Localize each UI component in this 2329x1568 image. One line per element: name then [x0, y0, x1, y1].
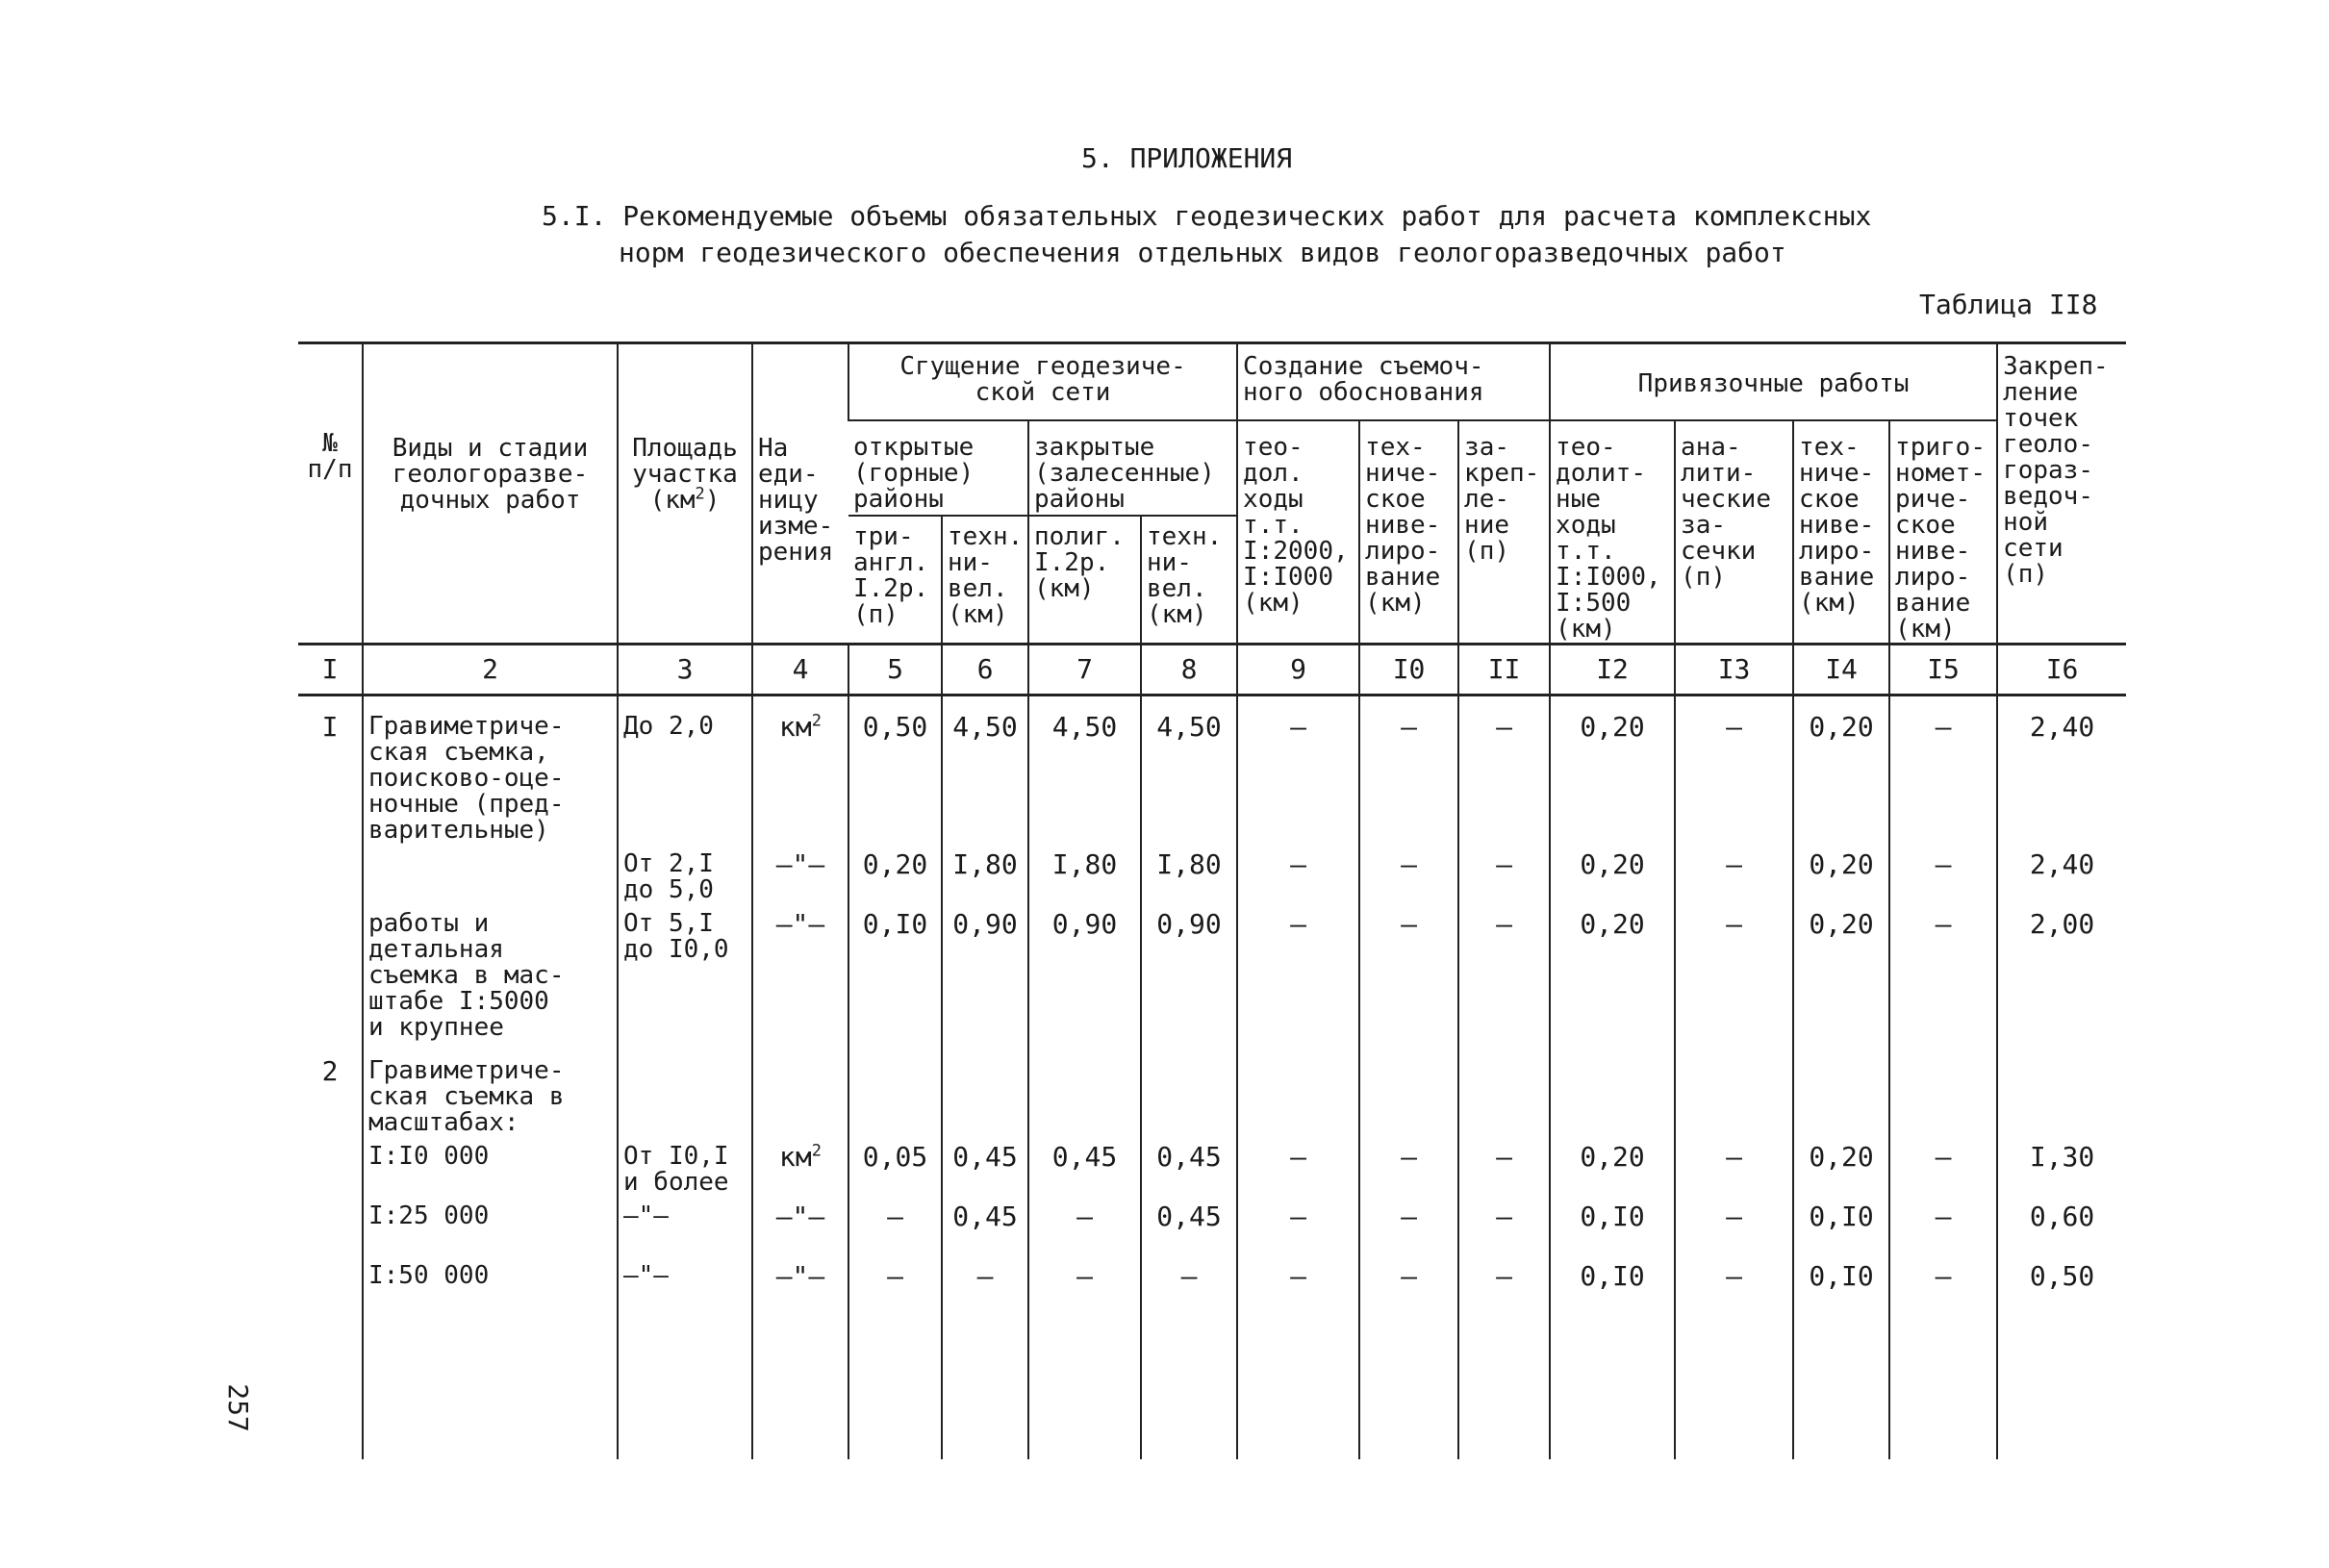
- row-value-col16: 2,40: [1997, 844, 2126, 903]
- unit-text: –"–: [775, 847, 825, 880]
- row-value-col16: 0,50: [1997, 1255, 2126, 1315]
- row-value-col12: 0,20: [1550, 844, 1675, 903]
- row-value-col14: 0,I0: [1793, 1255, 1889, 1315]
- row-area: До 2,0: [618, 695, 752, 844]
- row-area: [618, 1041, 752, 1136]
- unit-text: км: [779, 1140, 812, 1173]
- header-area-tail: ): [704, 486, 721, 515]
- section-title: 5. ПРИЛОЖЕНИЯ: [1081, 142, 1293, 174]
- subtitle-line-2: норм геодезического обеспечения отдельных видов геологоразведочных работ: [619, 237, 1786, 268]
- row-value-col8: I,80: [1141, 844, 1237, 903]
- row-value-col6: 0,45: [942, 1136, 1028, 1196]
- col-number: I4: [1793, 644, 1889, 695]
- unit-text: –"–: [775, 1200, 825, 1232]
- row-description: Гравиметриче- ская съемка в масштабах:: [363, 1041, 618, 1136]
- row-value-col10: –: [1359, 1196, 1458, 1255]
- spacer-cell: [1458, 1315, 1550, 1459]
- row-value-col15: –: [1889, 903, 1997, 1041]
- row-description: [363, 844, 618, 903]
- header-work-types: Виды и стадии геологоразве- дочных работ: [363, 343, 618, 645]
- row-unit: [752, 844, 848, 903]
- row-area: От 5,I до I0,0: [618, 903, 752, 1041]
- header-area: [618, 343, 752, 645]
- row-description: I:I0 000: [363, 1136, 618, 1196]
- row-value-col5: 0,I0: [848, 903, 942, 1041]
- spacer-cell: [848, 1315, 942, 1459]
- row-value-col15: –: [1889, 1255, 1997, 1315]
- row-area: –"–: [618, 1196, 752, 1255]
- row-unit: [752, 1136, 848, 1196]
- row-value-col13: –: [1675, 903, 1793, 1041]
- row-description: работы и детальная съемка в мас- штабе I:5000 и крупнее: [363, 903, 618, 1041]
- row-number: [298, 1196, 363, 1255]
- spacer-cell: [942, 1315, 1028, 1459]
- col-number: 8: [1141, 644, 1237, 695]
- row-value-col11: –: [1458, 903, 1550, 1041]
- row-value-col13: –: [1675, 695, 1793, 844]
- row-value-col6: I,80: [942, 844, 1028, 903]
- row-value-col5: [848, 1041, 942, 1136]
- row-value-col15: –: [1889, 1196, 1997, 1255]
- row-value-col13: –: [1675, 1196, 1793, 1255]
- row-value-col11: –: [1458, 1136, 1550, 1196]
- row-unit: [752, 1255, 848, 1315]
- header-col16: Закреп- ление точек геоло- гораз- ведоч- ной сети (п): [1997, 343, 2126, 645]
- row-number: [298, 1136, 363, 1196]
- row-value-col8: 4,50: [1141, 695, 1237, 844]
- row-value-col5: 0,20: [848, 844, 942, 903]
- header-col13: ана- лити- ческие за- сечки (п): [1675, 420, 1793, 645]
- row-value-col13: [1675, 1041, 1793, 1136]
- row-value-col16: 2,40: [1997, 695, 2126, 844]
- row-value-col8: 0,45: [1141, 1196, 1237, 1255]
- header-area-sup: 2: [695, 484, 705, 504]
- row-value-col11: –: [1458, 844, 1550, 903]
- unit-superscript: 2: [811, 1141, 822, 1161]
- row-value-col15: –: [1889, 844, 1997, 903]
- header-open-regions: открытые (горные) районы: [848, 420, 1028, 516]
- row-number: [298, 844, 363, 903]
- row-value-col16: 2,00: [1997, 903, 2126, 1041]
- row-value-col14: 0,20: [1793, 1136, 1889, 1196]
- row-value-col8: [1141, 1041, 1237, 1136]
- row-value-col10: –: [1359, 844, 1458, 903]
- row-value-col7: 0,90: [1028, 903, 1141, 1041]
- row-value-col9: –: [1237, 1196, 1359, 1255]
- header-col8: техн. ни- вел. (км): [1141, 516, 1237, 644]
- unit-text: км: [779, 710, 812, 743]
- row-area: От I0,I и более: [618, 1136, 752, 1196]
- row-value-col7: [1028, 1041, 1141, 1136]
- spacer-cell: [363, 1315, 618, 1459]
- spacer-cell: [1359, 1315, 1458, 1459]
- col-number: 6: [942, 644, 1028, 695]
- row-value-col16: [1997, 1041, 2126, 1136]
- norms-table: [298, 341, 2126, 1459]
- row-value-col16: 0,60: [1997, 1196, 2126, 1255]
- header-col14: тех- ниче- ское ниве- лиро- вание (км): [1793, 420, 1889, 645]
- row-value-col5: 0,50: [848, 695, 942, 844]
- row-value-col13: –: [1675, 1255, 1793, 1315]
- row-value-col9: –: [1237, 1255, 1359, 1315]
- header-col7: полиг. I.2р. (км): [1028, 516, 1141, 644]
- row-unit: [752, 1196, 848, 1255]
- spacer-cell: [1997, 1315, 2126, 1459]
- unit-text: –"–: [775, 1259, 825, 1292]
- header-num: № п/п: [298, 343, 363, 645]
- row-value-col14: 0,I0: [1793, 1196, 1889, 1255]
- row-number: I: [321, 710, 339, 743]
- header-group-survey: Создание съемоч- ного обоснования: [1237, 343, 1550, 420]
- row-value-col5: 0,05: [848, 1136, 942, 1196]
- row-value-col9: –: [1237, 844, 1359, 903]
- row-value-col11: –: [1458, 1196, 1550, 1255]
- row-value-col12: 0,20: [1550, 695, 1675, 844]
- spacer-cell: [1889, 1315, 1997, 1459]
- row-value-col9: [1237, 1041, 1359, 1136]
- row-value-col5: –: [848, 1255, 942, 1315]
- col-number: 9: [1237, 644, 1359, 695]
- row-value-col12: [1550, 1041, 1675, 1136]
- table-header: [298, 343, 2126, 645]
- header-col15: триго- номет- риче- ское ниве- лиро- вание (км): [1889, 420, 1997, 645]
- row-value-col6: [942, 1041, 1028, 1136]
- row-value-col14: 0,20: [1793, 844, 1889, 903]
- header-col11: за- креп- ле- ние (п): [1458, 420, 1550, 645]
- table-row: [298, 1255, 2126, 1315]
- unit-text: –"–: [775, 907, 825, 940]
- row-description: Гравиметриче- ская съемка, поисково-оце- ночные (пред- варительные): [363, 695, 618, 844]
- row-value-col12: 0,20: [1550, 903, 1675, 1041]
- row-value-col15: [1889, 1041, 1997, 1136]
- row-value-col12: 0,I0: [1550, 1196, 1675, 1255]
- header-col5: три- англ. I.2р. (п): [853, 521, 929, 629]
- spacer-cell: [1237, 1315, 1359, 1459]
- row-value-col6: 0,45: [942, 1196, 1028, 1255]
- row-value-col15: –: [1889, 1136, 1997, 1196]
- col-number: 2: [363, 644, 618, 695]
- row-value-col11: [1458, 1041, 1550, 1136]
- row-value-col6: 0,90: [942, 903, 1028, 1041]
- subtitle-line-1: 5.I. Рекомендуемые объемы обязательных геодезических работ для расчета комплексных: [542, 200, 1872, 232]
- spacer-cell: [1675, 1315, 1793, 1459]
- row-value-col11: –: [1458, 695, 1550, 844]
- row-unit: [752, 903, 848, 1041]
- page-number: 257: [221, 1383, 254, 1432]
- col-number: 3: [618, 644, 752, 695]
- row-value-col8: 0,90: [1141, 903, 1237, 1041]
- row-value-col9: –: [1237, 695, 1359, 844]
- table-row: [298, 1196, 2126, 1255]
- row-value-col12: 0,20: [1550, 1136, 1675, 1196]
- col-number: I5: [1889, 644, 1997, 695]
- spacer-cell: [1550, 1315, 1675, 1459]
- spacer-cell: [618, 1315, 752, 1459]
- row-number: 2: [321, 1054, 339, 1087]
- header-col6: техн. ни- вел. (км): [942, 516, 1028, 644]
- row-value-col6: 4,50: [942, 695, 1028, 844]
- spacer-cell: [1028, 1315, 1141, 1459]
- row-value-col9: –: [1237, 1136, 1359, 1196]
- header-group-densify: Сгущение геодезиче- ской сети: [848, 343, 1237, 420]
- table-row: [298, 1041, 2126, 1136]
- row-value-col7: –: [1028, 1196, 1141, 1255]
- row-value-col5: –: [848, 1196, 942, 1255]
- row-value-col13: –: [1675, 1136, 1793, 1196]
- col-number: I0: [1359, 644, 1458, 695]
- header-col10: тех- ниче- ское ниве- лиро- вание (км): [1359, 420, 1458, 645]
- row-value-col11: –: [1458, 1255, 1550, 1315]
- row-value-col8: –: [1141, 1255, 1237, 1315]
- row-area: –"–: [618, 1255, 752, 1315]
- col-number: 7: [1028, 644, 1141, 695]
- row-description: I:50 000: [363, 1255, 618, 1315]
- row-value-col12: 0,I0: [1550, 1255, 1675, 1315]
- col-number: 4: [752, 644, 848, 695]
- row-unit: [752, 695, 848, 844]
- row-value-col10: –: [1359, 903, 1458, 1041]
- table-row: [298, 695, 2126, 844]
- table-body: [298, 644, 2126, 1459]
- unit-superscript: 2: [811, 711, 822, 731]
- row-value-col14: 0,20: [1793, 903, 1889, 1041]
- row-value-col14: 0,20: [1793, 695, 1889, 844]
- row-value-col6: –: [942, 1255, 1028, 1315]
- table-row: [298, 1136, 2126, 1196]
- header-area-text: Площадь участка (км: [632, 434, 738, 515]
- header-closed-regions: закрытые (залесенные) районы: [1028, 420, 1237, 516]
- row-value-col8: 0,45: [1141, 1136, 1237, 1196]
- row-number: [298, 903, 363, 1041]
- row-value-col10: [1359, 1041, 1458, 1136]
- row-value-col7: I,80: [1028, 844, 1141, 903]
- table-row: [298, 844, 2126, 903]
- row-value-col7: 4,50: [1028, 695, 1141, 844]
- row-value-col14: [1793, 1041, 1889, 1136]
- row-number: [298, 1255, 363, 1315]
- spacer-cell: [752, 1315, 848, 1459]
- row-value-col10: –: [1359, 1255, 1458, 1315]
- col-number: I6: [1997, 644, 2126, 695]
- table-row: [298, 903, 2126, 1041]
- col-number: I: [298, 644, 363, 695]
- spacer-cell: [298, 1315, 363, 1459]
- spacer-cell: [1141, 1315, 1237, 1459]
- spacer-cell: [1793, 1315, 1889, 1459]
- col-number: I3: [1675, 644, 1793, 695]
- row-value-col13: –: [1675, 844, 1793, 903]
- row-description: I:25 000: [363, 1196, 618, 1255]
- header-col9: тео- дол. ходы т.т. I:2000, I:I000 (км): [1237, 420, 1359, 645]
- table-spacer-row: [298, 1315, 2126, 1459]
- row-value-col16: I,30: [1997, 1136, 2126, 1196]
- row-unit: [752, 1041, 848, 1136]
- row-value-col9: –: [1237, 903, 1359, 1041]
- col-number: 5: [848, 644, 942, 695]
- row-value-col7: –: [1028, 1255, 1141, 1315]
- row-value-col7: 0,45: [1028, 1136, 1141, 1196]
- table-label: Таблица II8: [1919, 289, 2098, 320]
- col-number: I2: [1550, 644, 1675, 695]
- header-group-tie: Привязочные работы: [1550, 343, 1997, 420]
- header-unit: На еди- ницу изме- рения: [752, 343, 848, 645]
- column-number-row: [298, 644, 2126, 695]
- header-col12: тео- долит- ные ходы т.т. I:I000, I:500 (км): [1550, 420, 1675, 645]
- col-number: II: [1458, 644, 1550, 695]
- row-area: От 2,I до 5,0: [618, 844, 752, 903]
- row-value-col15: –: [1889, 695, 1997, 844]
- row-value-col10: –: [1359, 695, 1458, 844]
- row-value-col10: –: [1359, 1136, 1458, 1196]
